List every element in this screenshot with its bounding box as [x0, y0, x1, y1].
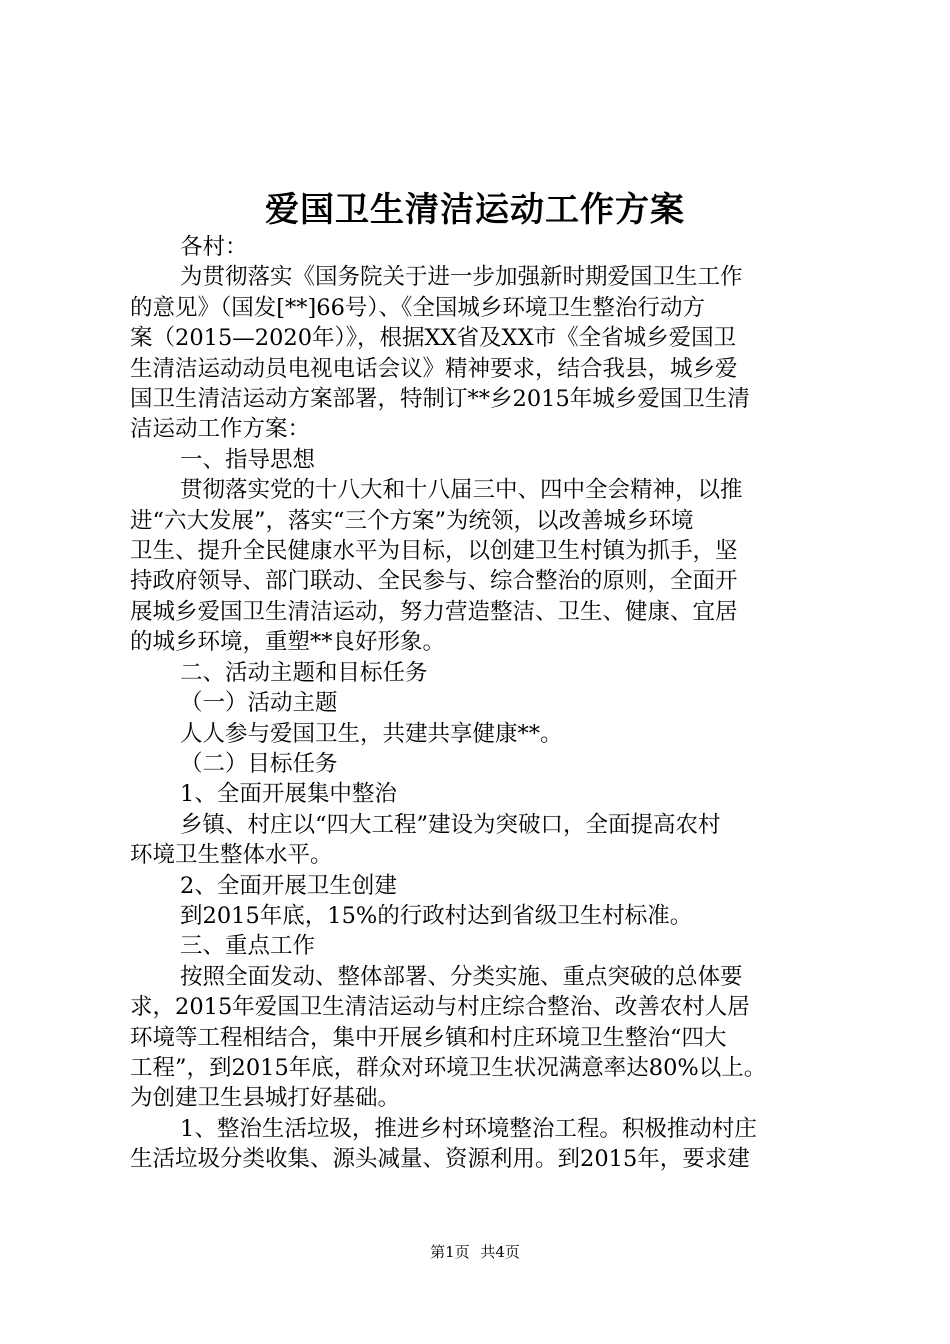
text-line: 按照全面发动、整体部署、分类实施、重点突破的总体要: [180, 963, 743, 990]
text-line: 人人参与爱国卫生，共建共享健康**。: [180, 720, 563, 747]
text-line: 卫生、提升全民健康水平为目标，以创建卫生村镇为抓手，坚: [130, 538, 738, 565]
text-line: 三、重点工作: [180, 933, 316, 960]
page-footer: [0, 1242, 950, 1262]
text-line: 各村：: [180, 234, 248, 260]
text-line: 进“六大发展”，落实“三个方案”为统领，以改善城乡环境: [130, 507, 694, 534]
document-body: [130, 232, 830, 1175]
text-line: 环境等工程相结合，集中开展乡镇和村庄环境卫生整治“四大: [130, 1024, 727, 1051]
text-line: 环境卫生整体水平。: [130, 842, 333, 869]
text-line: 1、整治生活垃圾，推进乡村环境整治工程。积极推动村庄: [180, 1115, 757, 1142]
text-line: 1、全面开展集中整治: [180, 781, 397, 808]
page-total: 共4页: [480, 1243, 520, 1261]
page-number: 第1页: [430, 1243, 470, 1261]
text-line: 乡镇、村庄以“四大工程”建设为突破口，全面提高农村: [180, 811, 721, 838]
text-line: 案（2015—2020年）》，根据XX省及XX市《全省城乡爱国卫: [130, 325, 737, 352]
text-line: 一、指导思想: [180, 446, 316, 473]
text-line: 二、活动主题和目标任务: [180, 659, 428, 686]
text-line: 工程”，到2015年底，群众对环境卫生状况满意率达80%以上。: [130, 1054, 767, 1081]
text-line: （二）目标任务: [180, 750, 338, 777]
text-line: 生活垃圾分类收集、源头减量、资源利用。到2015年，要求建: [130, 1146, 750, 1173]
document-title: 爱国卫生清洁运动工作方案: [265, 190, 685, 230]
text-line: 的意见》（国发[**]66号）、《全国城乡环境卫生整治行动方: [130, 294, 705, 321]
text-line: 到2015年底，15%的行政村达到省级卫生村标准。: [180, 902, 693, 929]
text-line: 持政府领导、部门联动、全民参与、综合整治的原则，全面开: [130, 568, 738, 595]
text-line: 的城乡环境，重塑**良好形象。: [130, 629, 446, 656]
text-line: 国卫生清洁运动方案部署，特制订**乡2015年城乡爱国卫生清: [130, 386, 750, 413]
text-line: 洁运动工作方案：: [130, 416, 311, 443]
text-line: （一）活动主题: [180, 690, 338, 717]
text-line: 展城乡爱国卫生清洁运动，努力营造整洁、卫生、健康、宜居: [130, 598, 738, 625]
text-line: 生清洁运动动员电视电话会议》精神要求，结合我县，城乡爱: [130, 355, 738, 382]
text-line: 为贯彻落实《国务院关于进一步加强新时期爱国卫生工作: [180, 264, 743, 291]
text-line: 为创建卫生县城打好基础。: [130, 1085, 401, 1112]
text-line: 2、全面开展卫生创建: [180, 872, 397, 899]
text-line: 贯彻落实党的十八大和十八届三中、四中全会精神，以推: [180, 477, 743, 504]
text-line: 求，2015年爱国卫生清洁运动与村庄综合整治、改善农村人居: [130, 994, 750, 1021]
